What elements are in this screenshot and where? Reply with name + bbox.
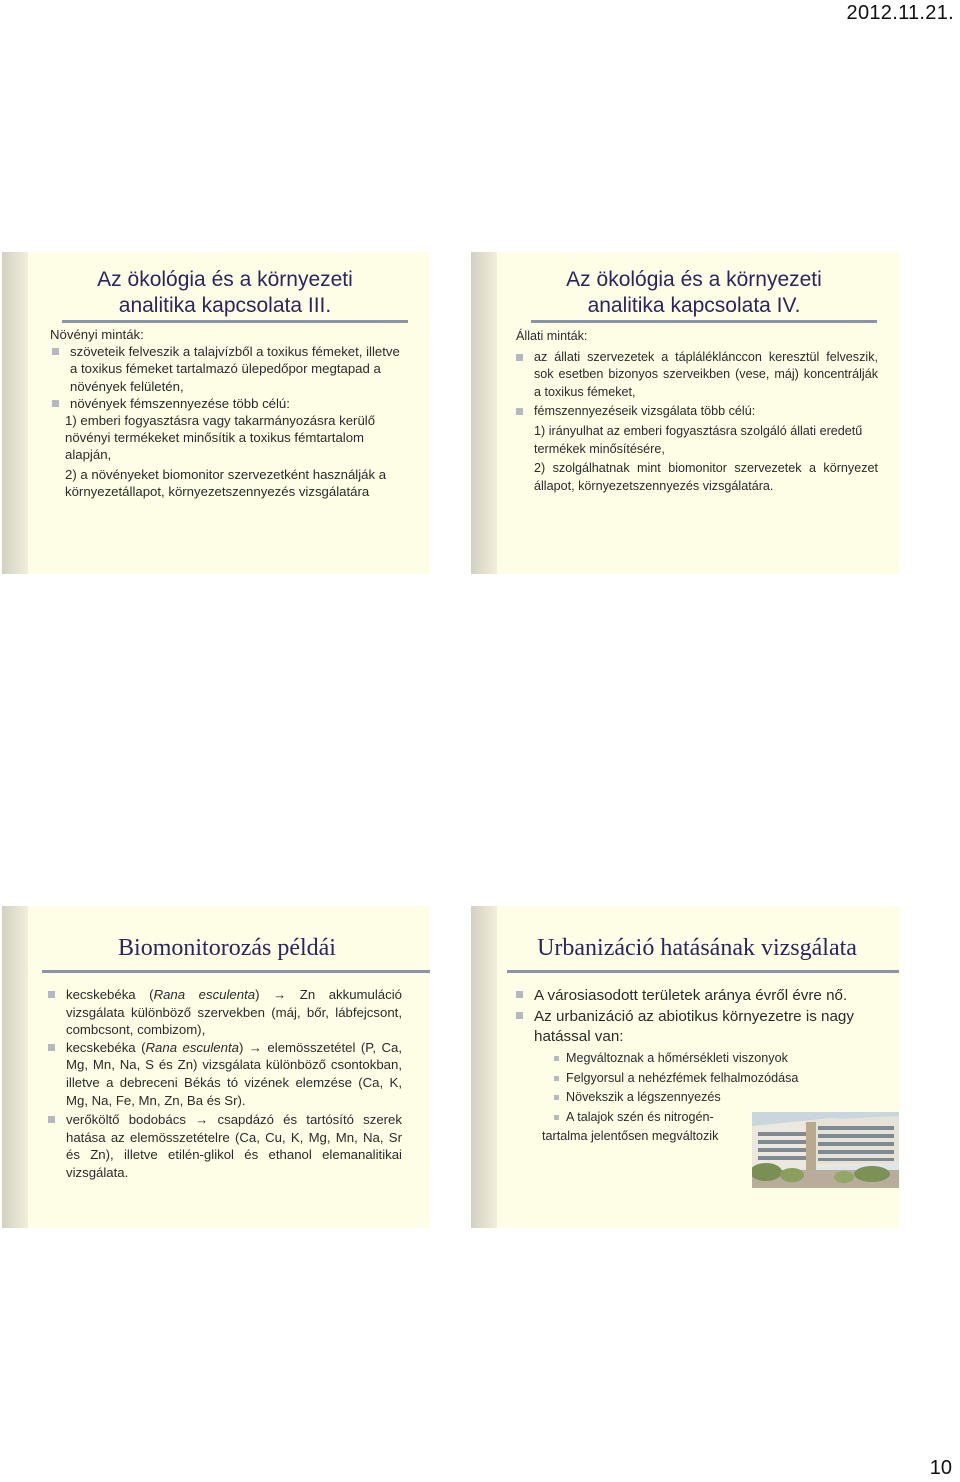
- slide-title-line-1: Az ökológia és a környezeti: [566, 268, 822, 291]
- bullet-text: kecskebéka (: [66, 987, 154, 1002]
- page-number: 10: [929, 1457, 952, 1479]
- bullet-item: [48, 1039, 402, 1109]
- bullet-item: [48, 986, 402, 1039]
- slide-side-bar: [2, 906, 28, 1228]
- bullet-item: verőköltő bodobács → csapdázó és tartósító szerek hatása az elemösszetételre (Ca, Cu, K, Mg, Mn, Na, Sr és Zn), illetve etilén-glikol és ethanol elemanalitikai vizsgálata.: [48, 1111, 402, 1181]
- bullet-item: szöveteik felveszik a talajvízből a toxikus fémeket, illetve a toxikus fémeket tartalmazó ülepedőpor megtapad a növények felületén,: [52, 343, 410, 395]
- numbered-paragraph: 2) szolgálhatnak mint biomonitor szervezetek a környezet állapot, környezetszennyezés vizsgálatára.: [534, 461, 878, 493]
- bullet-item: az állati szervezetek a tápláléklánccon keresztül felveszik, sok esetben bizonyos szerveikben (vese, máj) koncentrálják a toxikus fémeket,: [516, 349, 878, 402]
- slide-body: [516, 328, 878, 495]
- slide-4: [471, 906, 899, 1228]
- slide-title-line-2: analitika kapcsolata III.: [118, 294, 332, 317]
- slide-title-line-1: Az ökológia és a környezeti: [97, 268, 353, 291]
- sub-bullet-item: Megváltoznak a hőmérsékleti viszonyok: [550, 1049, 856, 1069]
- sub-bullet-item: Felgyorsul a nehézfémek felhalmozódása: [550, 1069, 856, 1089]
- bullet-item: A városiasodott területek aránya évről évre nő.: [516, 986, 856, 1006]
- slide-side-bar: [471, 906, 497, 1228]
- slide-side-bar: [2, 252, 28, 574]
- species-name: Rana esculenta: [153, 987, 256, 1002]
- slide-3: [2, 906, 430, 1228]
- sub-bullet-item: A talajok szén és nitrogén-: [550, 1108, 856, 1128]
- slide-title: [531, 267, 857, 319]
- bullet-text: ) → Zn akkumuláció vizsgálata különböző szervekben (máj, bőr, lábfejcsont, combcsont, combizom),: [66, 987, 402, 1038]
- title-underline: [507, 970, 899, 973]
- title-underline: [62, 320, 408, 323]
- slide-title: [62, 267, 388, 319]
- species-name: Rana esculenta: [145, 1039, 239, 1055]
- intro-text: Növényi minták:: [50, 327, 144, 342]
- slide-2: [471, 252, 899, 574]
- numbered-paragraph: 1) emberi fogyasztásra vagy takarmányozásra kerülő növényi termékeket minősítik a toxikus fémtartalom alapján,: [65, 413, 376, 463]
- bullet-item: növények fémszennyezése több célú:: [52, 395, 410, 412]
- slide-title: Biomonitorozás példái: [118, 935, 336, 961]
- bullet-text: kecskebéka (: [66, 1039, 146, 1055]
- title-underline: [531, 320, 877, 323]
- urban-building-photo: [752, 1112, 899, 1188]
- slide-side-bar: [471, 252, 497, 574]
- slide-body: [48, 986, 402, 1182]
- slide-body: [50, 326, 410, 500]
- sub-bullet-continuation: tartalma jelentősen megváltozik: [542, 1129, 719, 1143]
- numbered-paragraph: 2) a növényeket biomonitor szervezetként használják a környezetállapot, környezetszennyezés vizsgálatára: [65, 466, 387, 499]
- slide-title-line-2: analitika kapcsolata IV.: [587, 294, 801, 317]
- slide-title: Urbanizáció hatásának vizsgálata: [537, 935, 857, 961]
- bullet-item: Az urbanizáció az abiotikus környezetre is nagy hatással van:: [516, 1007, 856, 1047]
- sub-bullet-item: Növekszik a légszennyezés: [550, 1088, 856, 1108]
- bullet-text: ) → elemösszetétel (P, Ca, Mg, Mn, Na, S és Zn) vizsgálata különböző csontokban, illetve a debreceni Békás tó vizének elemzése (Ca, K, Mg, Na, Fe, Mn, Zn, Ba és Sr).: [66, 1039, 402, 1108]
- header-date: 2012.11.21.: [846, 2, 954, 24]
- title-underline: [42, 970, 430, 973]
- intro-text: Állati minták:: [516, 329, 588, 343]
- numbered-paragraph: 1) irányulhat az emberi fogyasztásra szolgáló állati eredetű termékek minősítésére,: [534, 423, 863, 456]
- slide-1: [2, 252, 430, 574]
- bullet-item: fémszennyezéseik vizsgálata több célú:: [516, 403, 878, 421]
- sub-bullet-list: [542, 1049, 856, 1146]
